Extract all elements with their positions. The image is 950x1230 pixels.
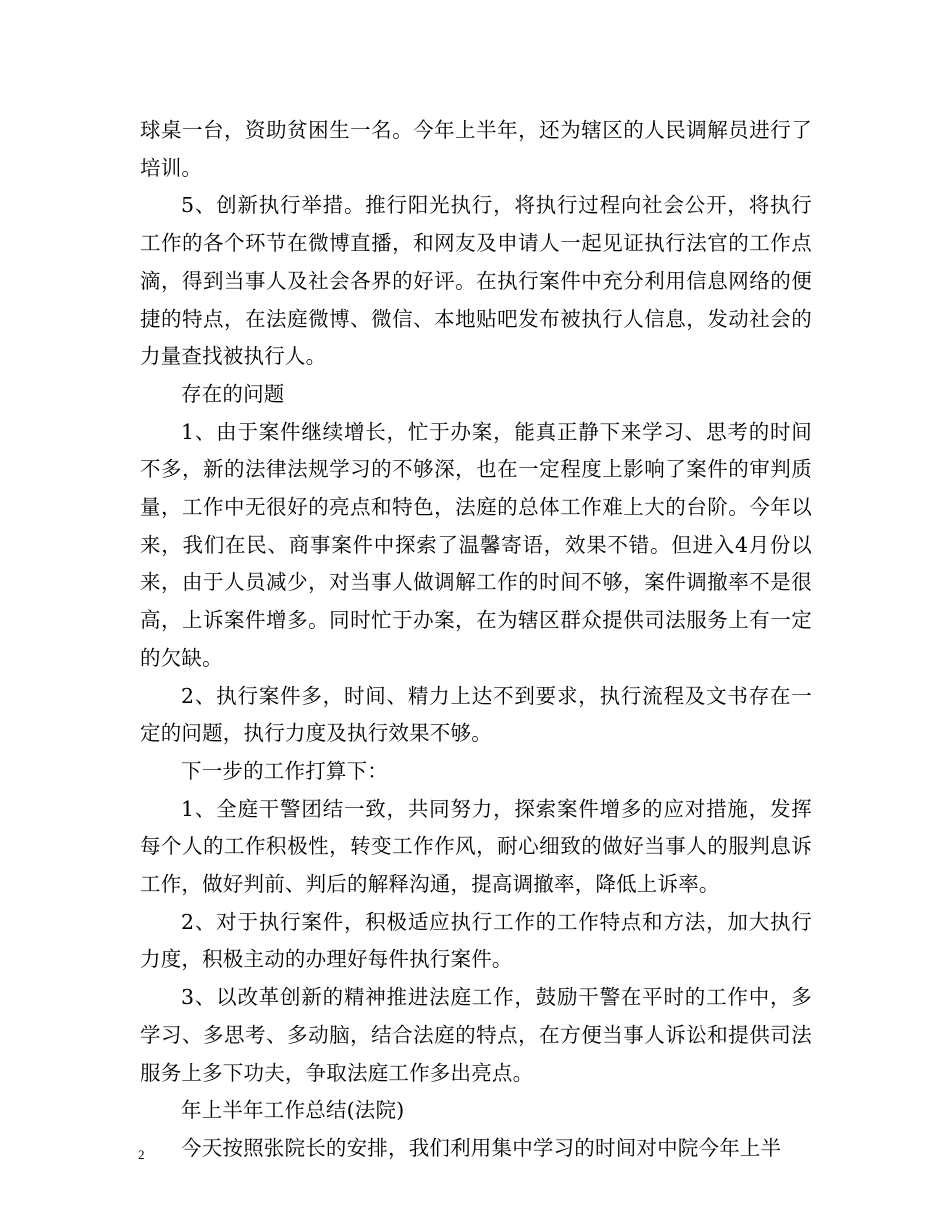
- paragraph-7: 1、全庭干警团结一致，共同努力，探索案件增多的应对措施，发挥每个人的工作积极性，转变工作作风，耐心细致的做好当事人的服判息诉工作，做好判前、判后的解释沟通，提高调撤率，降低上诉率。: [140, 796, 812, 897]
- section-heading-problems: 存在的问题: [181, 381, 285, 406]
- paragraph-1: 球桌一台，资助贫困生一名。今年上半年，还为辖区的人民调解员进行了培训。: [140, 118, 812, 180]
- paragraph-9: 3、以改革创新的精神推进法庭工作，鼓励干警在平时的工作中，多学习、多思考、多动脑，结合法庭的特点，在方便当事人诉讼和提供司法服务上多下功夫，争取法庭工作多出亮点。: [140, 985, 812, 1085]
- paragraph-4: 1、由于案件继续增长，忙于办案，能真正静下来学习、思考的时间不多，新的法律法规学习的不够深，也在一定程度上影响了案件的审判质量，工作中无很好的亮点和特色，法庭的总体工作难上大的台阶。今年以来，我们在民、商事案件中探索了温馨寄语，效果不错。但进入4月份以来，由于人员减少，对当事人做调解工作的时间不够，案件调撤率不是很高，上诉案件增多。同时忙于办案，在为辖区群众提供司法服务上有一定的欠缺。: [140, 419, 812, 670]
- section-heading-next-steps: 下一步的工作打算下：: [181, 758, 388, 783]
- paragraph-8: 2、对于执行案件，积极适应执行工作的工作特点和方法，加大执行力度，积极主动的办理好每件执行案件。: [140, 909, 812, 972]
- paragraph-2: 5、创新执行举措。推行阳光执行，将执行过程向社会公开，将执行工作的各个环节在微博直播，和网友及申请人一起见证执行法官的工作点滴，得到当事人及社会各界的好评。在执行案件中充分利用信息网络的便捷的特点，在法庭微博、微信、本地贴吧发布被执行人信息，发动社会的力量查找被执行人。: [140, 193, 812, 369]
- section-heading-summary: 年上半年工作总结(法院): [181, 1098, 405, 1123]
- page-number: 2: [138, 1147, 145, 1162]
- paragraph-5: 2、执行案件多，时间、精力上达不到要求，执行流程及文书存在一定的问题，执行力度及执行效果不够。: [140, 683, 812, 746]
- document-body: [140, 112, 812, 1168]
- paragraph-11: 今天按照张院长的安排，我们利用集中学习的时间对中院今年上半: [181, 1135, 782, 1160]
